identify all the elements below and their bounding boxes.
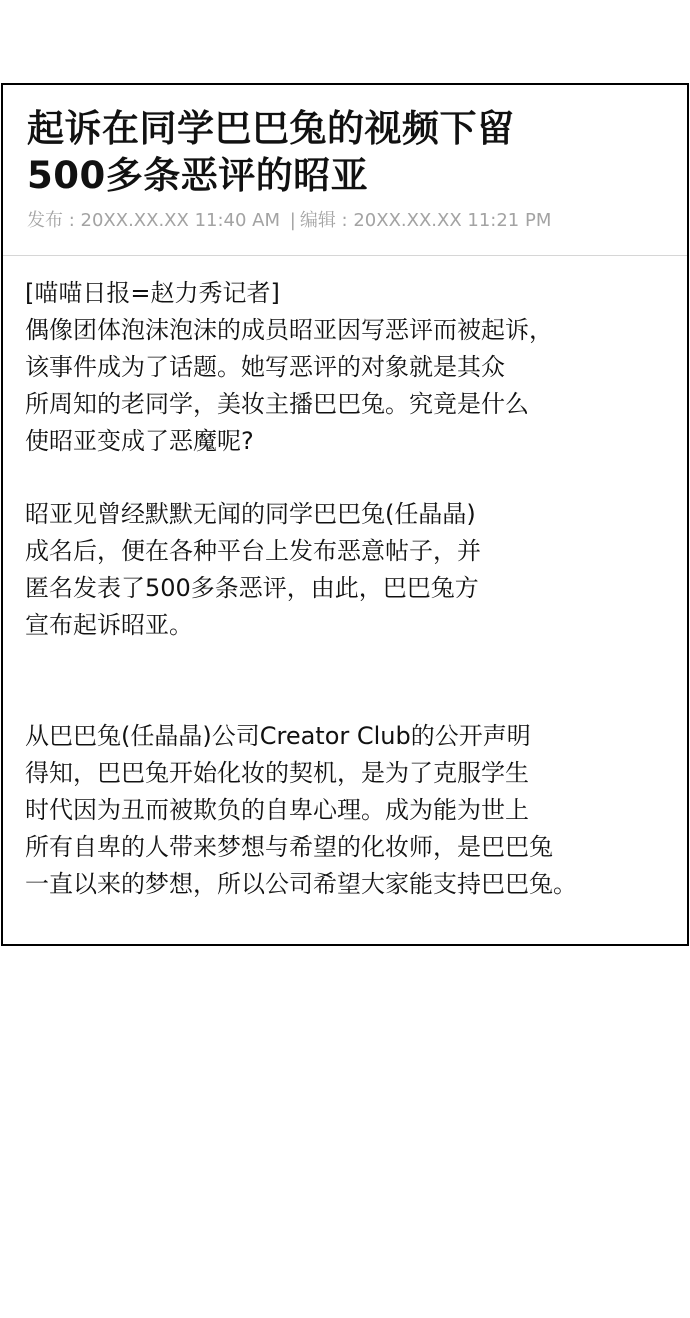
text-line: 从巴巴兔(任晶晶)公司Creator Club的公开声明 [25,722,531,750]
article-header [3,85,687,256]
paragraph-gap [25,644,685,718]
article-meta [27,209,551,233]
text-line: 成名后，便在各种平台上发布恶意帖子，并 [25,537,481,565]
text-line: 偶像团体泡沫泡沫的成员昭亚因写恶评而被起诉， [25,316,553,344]
headline-line: 500多条恶评的昭亚 [27,154,369,197]
text-line: 所周知的老同学，美妆主播巴巴兔。究竟是什么 [25,390,529,418]
meta-separator: | [289,210,296,231]
text-line: 使昭亚变成了恶魔呢? [25,427,254,455]
text-line: 所有自卑的人带来梦想与希望的化妆师，是巴巴兔 [25,833,553,861]
text-line: 该事件成为了话题。她写恶评的对象就是其众 [25,353,505,381]
paragraph-gap [25,460,685,496]
article-body [25,275,685,903]
text-line: 时代因为丑而被欺负的自卑心理。成为能为世上 [25,796,529,824]
text-line: 昭亚见曾经默默无闻的同学巴巴兔(任晶晶) [25,500,476,528]
paragraph-intro [25,275,685,460]
published-date: 发布 : 20XX.XX.XX 11:40 AM [27,210,281,231]
headline-line: 起诉在同学巴巴兔的视频下留 [27,107,515,150]
paragraph-statement [25,718,685,903]
edited-date: 编辑 : 20XX.XX.XX 11:21 PM [299,210,552,231]
article-panel [1,83,689,946]
text-line: 宣布起诉昭亚。 [25,611,193,639]
article-headline [27,105,515,199]
paragraph-details [25,496,685,644]
text-line: 得知，巴巴兔开始化妆的契机，是为了克服学生 [25,759,529,787]
text-line: 匿名发表了500多条恶评，由此，巴巴兔方 [25,574,479,602]
text-line: 一直以来的梦想，所以公司希望大家能支持巴巴兔。 [25,870,577,898]
text-line: [喵喵日报=赵力秀记者] [25,279,280,307]
